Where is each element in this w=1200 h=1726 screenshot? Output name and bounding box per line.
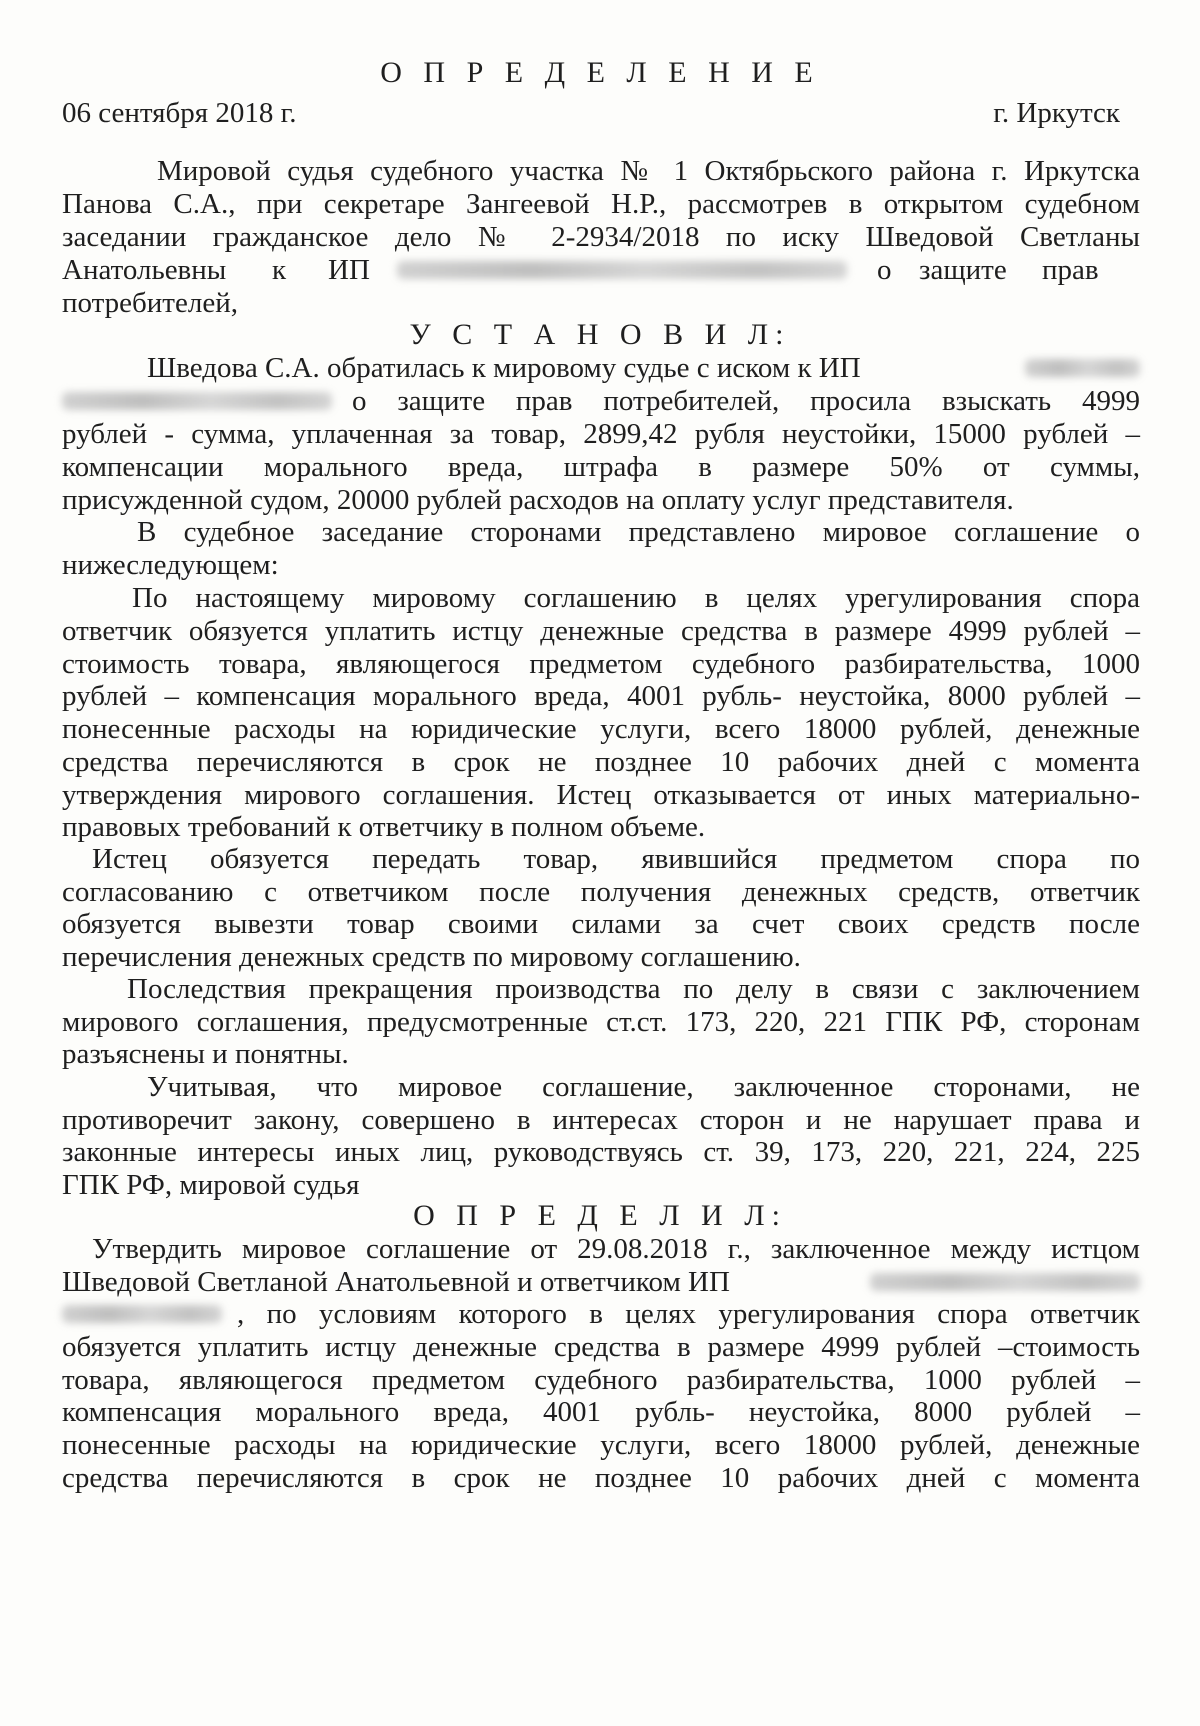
intro-line-4-part: Анатольевны	[62, 254, 227, 286]
plaintiff-obligation-line-2: согласованию с ответчиком после получения денежных средств, ответчик	[62, 876, 1140, 908]
agreement-intro-line-1: В судебное заседание сторонами представлено мировое соглашение о	[137, 516, 1140, 548]
intro-line-3: заседании гражданское дело № 2-2934/2018 по иску Шведовой Светланы	[62, 221, 1140, 253]
redacted-name	[62, 1305, 222, 1323]
plaintiff-obligation-line-1: Истец обязуется передать товар, явившийся предметом спора по	[92, 843, 1140, 875]
heading-ruled: О П Р Е Д Е Л И Л:	[413, 1199, 787, 1232]
ruling-line-2-text: Шведовой Светланой Анатольевной и ответчиком ИП	[62, 1266, 730, 1298]
agreement-terms-line-4: рублей – компенсация морального вреда, 4001 рубль- неустойка, 8000 рублей –	[62, 680, 1140, 712]
document-title: О П Р Е Д Е Л Е Н И Е	[380, 56, 820, 89]
agreement-terms-line-6: средства перечисляются в срок не позднее 10 рабочих дней с момента	[62, 746, 1140, 778]
intro-line-2: Панова С.А., при секретаре Зангеевой Н.Р., рассмотрев в открытом судебном	[62, 188, 1140, 220]
document-date: 06 сентября 2018 г.	[62, 97, 297, 129]
intro-line-4-part: к	[272, 254, 287, 286]
redacted-name	[62, 392, 332, 410]
considering-line-2: противоречит закону, совершено в интересах сторон и не нарушает права и	[62, 1104, 1140, 1136]
established-line-4: компенсации морального вреда, штрафа в размере 50% от суммы,	[62, 451, 1140, 483]
agreement-terms-line-7: утверждения мирового соглашения. Истец отказывается от иных материально-	[62, 779, 1140, 811]
ruling-line-3-text: , по условиям которого в целях урегулирования спора ответчик	[237, 1298, 1140, 1330]
agreement-terms-line-5: понесенные расходы на юридические услуги, всего 18000 рублей, денежные	[62, 713, 1140, 745]
established-line-3: рублей - сумма, уплаченная за товар, 2899,42 рубля неустойки, 15000 рублей –	[62, 418, 1140, 450]
agreement-intro-line-2: нижеследующем:	[62, 549, 279, 581]
intro-line-1: Мировой судья судебного участка № 1 Октябрьского района г. Иркутска	[157, 155, 1140, 187]
redacted-name	[397, 261, 847, 279]
consequences-line-1: Последствия прекращения производства по делу в связи с заключением	[127, 973, 1140, 1005]
ruling-line-1: Утвердить мировое соглашение от 29.08.2018 г., заключенное между истцом	[92, 1233, 1140, 1265]
plaintiff-obligation-line-3: обязуется вывезти товар своими силами за счет своих средств после	[62, 908, 1140, 940]
intro-line-4-part: прав	[1042, 254, 1099, 286]
heading-established: У С Т А Н О В И Л:	[409, 318, 791, 351]
considering-line-1: Учитывая, что мировое соглашение, заключенное сторонами, не	[147, 1071, 1140, 1103]
document-city: г. Иркутск	[993, 97, 1120, 129]
ruling-line-3	[62, 1296, 1140, 1332]
redacted-name	[870, 1273, 1140, 1291]
plaintiff-obligation-line-4: перечисления денежных средств по мировому соглашению.	[62, 941, 801, 973]
intro-line-4-part: ИП	[328, 254, 370, 286]
agreement-terms-line-2: ответчик обязуется уплатить истцу денежные средства в размере 4999 рублей –	[62, 615, 1140, 647]
redacted-name	[1025, 359, 1140, 377]
considering-line-4: ГПК РФ, мировой судья	[62, 1169, 360, 1201]
intro-line-4-part: о	[877, 254, 892, 286]
ruling-line-8: средства перечисляются в срок не позднее 10 рабочих дней с момента	[62, 1462, 1140, 1494]
ruling-line-4: обязуется уплатить истцу денежные средства в размере 4999 рублей –стоимость	[62, 1331, 1140, 1363]
consequences-line-2: мирового соглашения, предусмотренные ст.ст. 173, 220, 221 ГПК РФ, сторонам	[62, 1006, 1140, 1038]
intro-line-4	[62, 252, 1140, 288]
intro-line-5: потребителей,	[62, 287, 238, 319]
ruling-line-6: компенсация морального вреда, 4001 рубль- неустойка, 8000 рублей –	[62, 1396, 1140, 1428]
established-line-1	[62, 350, 1140, 386]
established-line-1-text: Шведова С.А. обратилась к мировому судье с иском к ИП	[147, 352, 861, 384]
consequences-line-3: разъяснены и понятны.	[62, 1038, 349, 1070]
established-line-2	[62, 383, 1140, 419]
established-line-5: присужденной судом, 20000 рублей расходов на оплату услуг представителя.	[62, 484, 1014, 516]
agreement-terms-line-3: стоимость товара, являющегося предметом судебного разбирательства, 1000	[62, 648, 1140, 680]
agreement-terms-line-1: По настоящему мировому соглашению в целях урегулирования спора	[132, 582, 1140, 614]
ruling-line-2	[62, 1264, 1140, 1300]
considering-line-3: законные интересы иных лиц, руководствуясь ст. 39, 173, 220, 221, 224, 225	[62, 1136, 1140, 1168]
agreement-terms-line-8: правовых требований к ответчику в полном объеме.	[62, 811, 706, 843]
ruling-line-5: товара, являющегося предметом судебного разбирательства, 1000 рублей –	[62, 1364, 1140, 1396]
intro-line-4-part: защите	[919, 254, 1007, 286]
date-city-row	[62, 95, 1120, 131]
ruling-line-7: понесенные расходы на юридические услуги, всего 18000 рублей, денежные	[62, 1429, 1140, 1461]
established-line-2-text: о защите прав потребителей, просила взыскать 4999	[352, 385, 1140, 417]
